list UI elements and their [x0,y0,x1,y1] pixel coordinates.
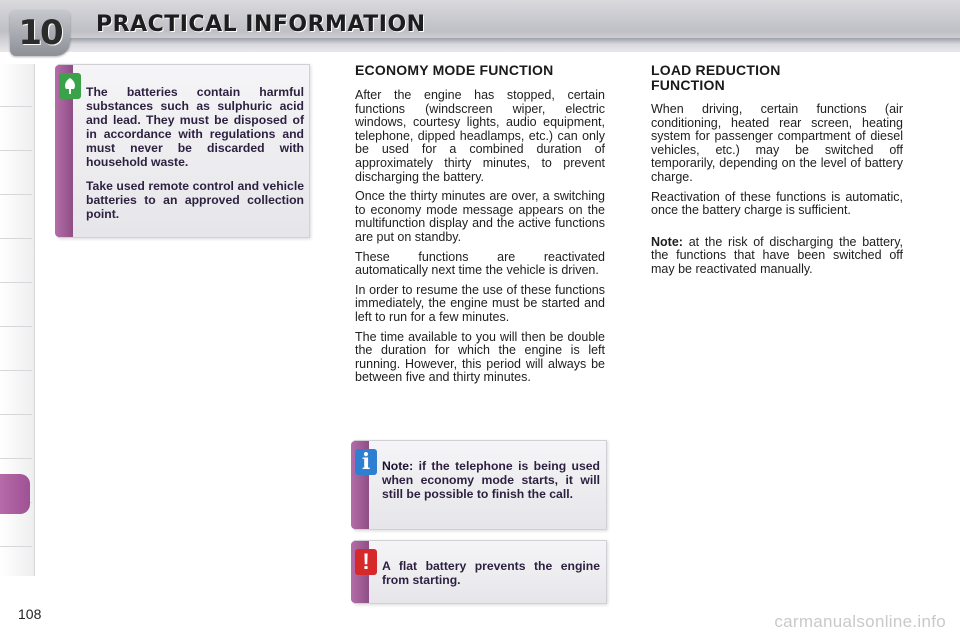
tab-divider [0,106,32,107]
recycle-leaf-icon [59,73,81,99]
economy-mode-heading: ECONOMY MODE FUNCTION [355,62,554,78]
economy-paragraph: In order to resume the use of these functions immediately, the engine must be started and left to run for a few minutes. [355,282,605,324]
chapter-number: 10 [18,13,62,53]
load-reduction-paragraph: When driving, certain functions (air conditioning, heated rear screen, heating system for passenger compartment of diesel vehicles, etc.) may be switched off temporarily, depending on the level of battery charge. [651,102,903,184]
telephone-note-body: if the telephone is being used when economy mode starts, it will still be possible to finish the call. [382,459,600,501]
chapter-badge [10,10,70,56]
economy-paragraph: Once the thirty minutes are over, a switching to economy mode message appears on the multifunction display and the active functions are put on standby. [355,189,605,244]
tab-divider [0,282,32,283]
page-title: PRACTICAL INFORMATION [96,12,426,37]
flat-battery-warning-box [354,540,607,604]
load-reduction-paragraph: Reactivation of these functions is automatic, once the battery charge is sufficient. [651,189,903,218]
tab-divider [0,458,32,459]
load-reduction-note [651,236,903,277]
note-label: Note: [382,459,414,473]
tab-divider [0,150,32,151]
tab-divider [0,370,32,371]
tab-divider [0,194,32,195]
telephone-note-box [354,440,607,530]
economy-paragraph: The time available to you will then be double the duration for which the engine is left running. However, this period will always be between five and thirty minutes. [355,329,605,385]
watermark: carmanualsonline.info [774,612,946,631]
active-chapter-tab[interactable] [0,474,30,514]
load-reduction-section [651,63,903,277]
page-number: 108 [18,606,42,622]
telephone-note-text [382,459,600,501]
info-icon: i [355,449,377,475]
economy-paragraph: After the engine has stopped, certain functions (windscreen wiper, electric windows, courtesy lights, audio equipment, telephone, dipped headlamps, etc.) can only be used for a combined duration of approximately thirty minutes, to prevent discharging the battery. [355,88,605,184]
battery-disposal-box [58,64,310,238]
economy-mode-section [355,63,605,385]
load-reduction-note-text: at the risk of discharging the battery, the functions that have been switched off may be reactivated manually. [651,234,903,276]
tab-divider [0,238,32,239]
tab-divider [0,546,32,547]
leaf-glyph [62,77,78,95]
exclamation-icon: ! [355,549,377,575]
note-label: Note: [651,234,683,249]
load-reduction-heading: LOAD REDUCTION FUNCTION [651,62,781,93]
battery-collection-text: Take used remote control and vehicle batteries to an approved collection point. [86,179,304,221]
tab-divider [0,414,32,415]
tab-divider [0,326,32,327]
battery-disposal-text: The batteries contain harmful substances such as sulphuric acid and lead. They must be disposed of in accordance with regulations and must never be discarded with household waste. [86,85,304,169]
flat-battery-warning-text: A flat battery prevents the engine from starting. [382,559,600,587]
economy-paragraph: These functions are reactivated automatically next time the vehicle is driven. [355,249,605,278]
